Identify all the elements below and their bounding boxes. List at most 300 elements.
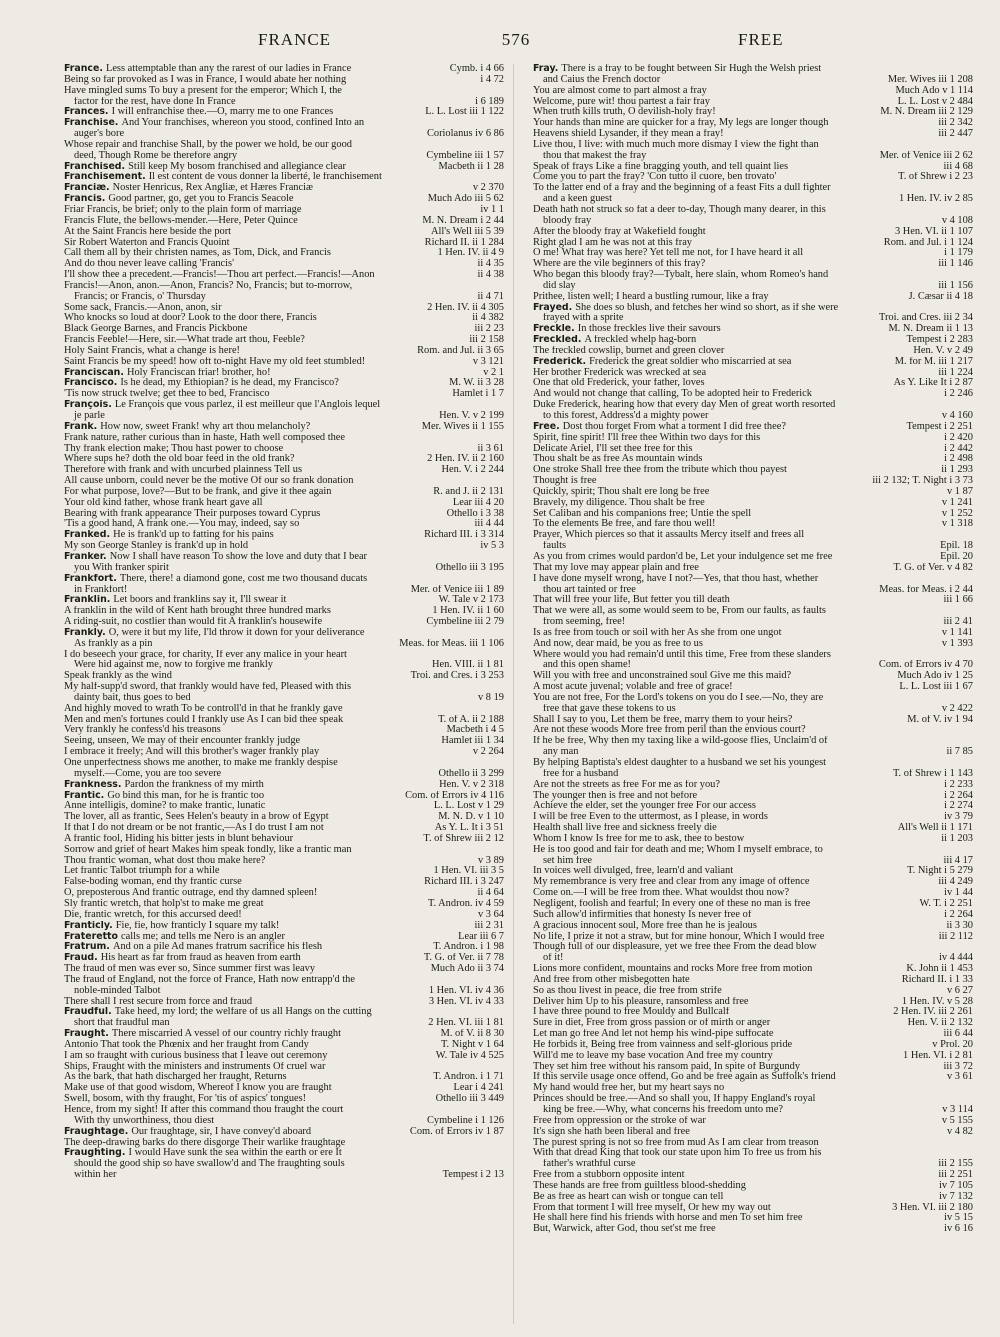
concordance-line	[533, 313, 973, 324]
concordance-line	[64, 118, 504, 129]
quotation-text: Where sups he? doth the old boar feed in the old frank?	[64, 454, 295, 465]
concordance-line	[533, 1018, 973, 1029]
concordance-line	[533, 1062, 973, 1073]
play-reference: T. Andron. iv 4 59	[424, 899, 504, 910]
quotation-text: Where are the vile beginners of this fray?	[533, 259, 706, 270]
quotation-text: Seeing, unseen, We may of their encounter frankly judge	[64, 736, 301, 747]
concordance-line	[64, 151, 504, 162]
play-reference: Tempest i 2 283	[902, 335, 973, 346]
concordance-line	[533, 1007, 973, 1018]
quotation-text: Call them all by their christen names, as Tom, Dick, and Francis	[64, 248, 331, 259]
quotation-text: king be free.—Why, what concerns his freedom unto me?	[543, 1105, 783, 1115]
concordance-line	[64, 769, 504, 780]
concordance-line	[64, 693, 504, 704]
concordance-line	[533, 1127, 973, 1138]
concordance-line	[533, 118, 973, 129]
play-reference: K. John ii 1 453	[902, 964, 973, 975]
concordance-line	[64, 509, 504, 520]
headword: Frank.	[64, 421, 98, 432]
concordance-line	[64, 519, 504, 530]
quotation-text: Are not the streets as free For me as for you?	[533, 779, 720, 790]
quotation-text: O, preposterous And frantic outrage, end thy damned spleen!	[64, 888, 318, 899]
play-reference: Mer. of Venice iii 2 62	[876, 151, 973, 162]
concordance-line	[64, 1029, 504, 1040]
concordance-line	[64, 216, 504, 227]
play-reference: i 2 264	[940, 910, 973, 921]
headword: Frederick.	[533, 356, 587, 367]
quotation-text: Thou frantic woman, what dost thou make here?	[64, 855, 266, 866]
play-reference: Epil. 20	[936, 552, 973, 563]
play-reference: v 1 318	[938, 519, 973, 530]
concordance-line	[64, 498, 504, 509]
quotation-text: The purest spring is not so free from mud As I am clear from treason	[533, 1137, 819, 1148]
quotation-text: In voices well divulged, free, learn'd and valiant	[533, 866, 734, 877]
quotation-text: Being so far provoked as I was in France, I would abate her nothing	[64, 74, 347, 85]
quotation-text: Welcome, pure wit! thou partest a fair fray	[533, 96, 710, 107]
quotation-text: For what purpose, love?—But to be frank, and give it thee again	[64, 486, 332, 497]
concordance-line	[64, 248, 504, 259]
play-reference: iii 4 68	[940, 162, 973, 173]
headword: Franker.	[64, 551, 107, 562]
quotation-text: The younger then is free and not before	[533, 790, 698, 801]
concordance-line	[64, 682, 504, 693]
quotation-text: That my love may appear plain and free	[533, 562, 699, 573]
quotation-text: If this servile usage once offend, Go and be free again as Suffolk's friend	[533, 1072, 836, 1083]
play-reference: Meas. for Meas. iii 1 106	[395, 639, 504, 650]
concordance-line	[64, 541, 504, 552]
quotation-text: thou that makest the fray	[543, 150, 647, 161]
play-reference: T. G. of Ver. ii 7 78	[420, 953, 504, 964]
concordance-line	[64, 736, 504, 747]
quotation-text: Sure in diet, Free from gross passion or of mirth or anger	[533, 1018, 771, 1029]
quotation-text: and this open shame!	[543, 660, 632, 671]
play-reference: v 3 121	[469, 357, 504, 368]
play-reference: T. G. of Ver. v 4 82	[889, 563, 973, 574]
quotation-text: There, there! a diamond gone, cost me two thousand ducats	[119, 573, 368, 584]
play-reference: Othello iii 3 195	[432, 563, 504, 574]
concordance-line	[533, 877, 973, 888]
concordance-line	[64, 281, 504, 292]
play-reference: v 2 422	[938, 704, 973, 715]
concordance-line	[533, 866, 973, 877]
quotation-text: Were hid against me, now to forgive me frankly	[74, 660, 273, 671]
concordance-line	[64, 357, 504, 368]
quotation-text: within her	[74, 1170, 117, 1181]
play-reference: T. of A. ii 2 188	[434, 715, 504, 726]
concordance-line	[533, 303, 973, 314]
quotation-text: That will free your life, But fetter you till death	[533, 595, 730, 606]
play-reference: Hen. V. v 2 199	[435, 411, 504, 422]
concordance-line	[64, 932, 504, 943]
play-reference: 2 Hen. IV. ii 2 160	[423, 454, 504, 465]
play-reference: iv 7 132	[935, 1192, 973, 1203]
concordance-line	[533, 606, 973, 617]
headword: Fraudful.	[64, 1007, 112, 1018]
quotation-text: There is a fray to be fought between Sir Hugh the Welsh priest	[561, 64, 822, 74]
quotation-text: The fraud of England, not the force of France, Hath now entrapp'd the	[64, 974, 355, 985]
concordance-line	[533, 368, 973, 379]
quotation-text: short that fraudful man	[74, 1018, 170, 1029]
quotation-text: Shall I say to you, Let them be free, marry them to your heirs?	[533, 714, 793, 725]
play-reference: v 4 160	[938, 411, 973, 422]
play-reference: iii 1 66	[940, 595, 973, 606]
concordance-line	[64, 444, 504, 455]
quotation-text: False-boding woman, end thy frantic curse	[64, 877, 242, 888]
play-reference: iii 2 31	[471, 921, 504, 932]
play-reference: Othello i 3 38	[443, 509, 504, 520]
quotation-text: Health shall live free and sickness freely die	[533, 823, 717, 834]
concordance-line	[533, 433, 973, 444]
quotation-text: You are not free, For the Lord's tokens on you do I see.—No, they are	[533, 692, 824, 703]
quotation-text: From that torment I will free myself, Or hew my way out	[533, 1202, 771, 1213]
quotation-text: And do thou never leave calling 'Francis'	[64, 259, 234, 270]
concordance-line	[64, 812, 504, 823]
concordance-line	[64, 921, 504, 932]
concordance-line	[533, 205, 973, 216]
concordance-line	[64, 1094, 504, 1105]
play-reference: iii 4 44	[471, 519, 504, 530]
concordance-line	[533, 281, 973, 292]
play-reference: Mer. Wives iii 1 208	[884, 75, 973, 86]
play-reference: 1 Hen. IV. ii 4 9	[434, 248, 504, 259]
concordance-line	[64, 552, 504, 563]
play-reference: iii 1 146	[934, 259, 973, 270]
quotation-text: Francis Feeble!—Here, sir.—What trade art thou, Feeble?	[64, 335, 305, 346]
play-reference: iv 3 79	[940, 812, 973, 823]
headword: Fratrum.	[64, 942, 110, 953]
quotation-text: Princes should be free.—And so shall you, If happy England's royal	[533, 1094, 816, 1105]
quotation-text: A freckled whelp hag-born	[584, 335, 697, 346]
quotation-text: Anne intelligis, domine? to make frantic, lunatic	[64, 801, 266, 812]
concordance-line	[533, 563, 973, 574]
play-reference: iii 2 41	[940, 617, 973, 628]
play-reference: Com. of Errors iv 4 70	[875, 660, 973, 671]
play-reference: As Y. Like It i 2 87	[890, 378, 973, 389]
play-reference: All's Well ii 1 171	[894, 823, 973, 834]
quotation-text: Have mingled sums To buy a present for the emperor; Which I, the	[64, 85, 342, 96]
play-reference: iii 6 44	[940, 1029, 973, 1040]
headword: Freckled.	[533, 335, 582, 346]
quotation-text: Lions more confident, mountains and rocks More free from motion	[533, 964, 813, 975]
quotation-text: That we were all, as some would seem to be, From our faults, as faults	[533, 606, 826, 617]
play-reference: v 6 27	[943, 986, 973, 997]
concordance-line	[64, 433, 504, 444]
quotation-text: All cause unborn, could never be the motive Of our so frank donation	[64, 476, 354, 487]
quotation-text: Who knocks so loud at door? Look to the door there, Francis	[64, 313, 317, 324]
quotation-text: Prithee, listen well; I heard a bustling rumour, like a fray	[533, 291, 769, 302]
concordance-line	[533, 1192, 973, 1203]
headword: Franchisement.	[64, 172, 146, 183]
quotation-text: Bearing with frank appearance Their purposes toward Cyprus	[64, 508, 321, 519]
quotation-text: Take heed, my lord; the welfare of us all Hangs on the cutting	[114, 1007, 372, 1018]
concordance-line	[533, 693, 973, 704]
concordance-line	[64, 1148, 504, 1159]
quotation-text: Right glad I am he was not at this fray	[533, 237, 693, 248]
concordance-line	[533, 346, 973, 357]
concordance-line	[533, 75, 973, 86]
quotation-text: Good partner, go, get you to Francis Seacole	[108, 194, 294, 205]
concordance-line	[64, 1040, 504, 1051]
quotation-text: Go bind this man, for he is frantic too	[107, 790, 265, 801]
quotation-text: It's sign she hath been liberal and free	[533, 1126, 690, 1137]
quotation-text: in Frankfort!	[74, 584, 128, 595]
concordance-line	[533, 942, 973, 953]
quotation-text: Negligent, foolish and fearful; In every one of these no man is free	[533, 898, 811, 909]
concordance-line	[533, 64, 973, 75]
play-reference: Cymbeline iii 2 79	[422, 617, 504, 628]
play-reference: Othello iii 3 449	[432, 1094, 504, 1105]
header-left-keyword: FRANCE	[258, 30, 332, 49]
quotation-text: Friar Francis, be brief; only to the plain form of marriage	[64, 204, 302, 215]
play-reference: W. Tale iv 4 525	[432, 1051, 504, 1062]
play-reference: Com. of Errors iv 1 87	[406, 1127, 504, 1138]
concordance-line	[64, 888, 504, 899]
concordance-line	[533, 487, 973, 498]
play-reference: iii 2 112	[935, 932, 973, 943]
quotation-text: And now, dear maid, be you as free to us	[533, 638, 703, 649]
concordance-line	[64, 834, 504, 845]
quotation-text: With thy unworthiness, thou diest	[74, 1115, 215, 1126]
play-reference: iii 2 447	[934, 129, 973, 140]
play-reference: Macbeth i 4 5	[443, 725, 504, 736]
quotation-text: If that I do not dream or be not frantic,—As I do trust I am not	[64, 823, 324, 834]
quotation-text: Is he dead, my Ethiopian? is he dead, my Francisco?	[120, 378, 339, 389]
quotation-text: By helping Baptista's eldest daughter to a husband we set his youngest	[533, 758, 827, 768]
concordance-line	[64, 194, 504, 205]
play-reference: 1 Hen. VI. i 2 81	[899, 1051, 973, 1062]
concordance-line	[64, 75, 504, 86]
quotation-text: set him free	[543, 855, 593, 866]
quotation-text: Let boors and franklins say it, I'll swear it	[113, 595, 287, 606]
play-reference: Hen. V. ii 2 132	[904, 1018, 973, 1029]
concordance-line	[533, 1224, 973, 1235]
play-reference: L. L. Lost iii 1 67	[895, 682, 973, 693]
quotation-text: 'Tis now struck twelve; get thee to bed, Francisco	[64, 389, 270, 400]
quotation-text: Such allow'd infirmities that honesty Is never free of	[533, 909, 752, 920]
quotation-text: Frederick the great soldier who miscarried at sea	[589, 356, 792, 367]
quotation-text: Will'd me to leave my base vocation And free my country	[533, 1050, 773, 1061]
headword: Free.	[533, 421, 560, 432]
concordance-line	[64, 1051, 504, 1062]
play-reference: Meas. for Meas. i 2 44	[875, 585, 973, 596]
quotation-text: Will you with free and unconstrained soul Give me this maid?	[533, 671, 792, 682]
play-reference: Lear iii 6 7	[454, 932, 504, 943]
play-reference: iii 2 132; T. Night i 3 73	[868, 476, 973, 487]
quotation-text: After the bloody fray at Wakefield fought	[533, 226, 706, 237]
quotation-text: A frantic fool, Hiding his bitter jests in blunt behaviour	[64, 833, 294, 844]
concordance-line	[64, 1072, 504, 1083]
concordance-line	[533, 639, 973, 650]
play-reference: M. N. Dream ii 1 13	[884, 324, 973, 335]
quotation-text: free that gave these tokens to us	[543, 703, 676, 714]
quotation-text: Swell, bosom, with thy fraught, For 'tis of aspics' tongues!	[64, 1094, 307, 1105]
quotation-text: Achieve the elder, set the younger free For our access	[533, 801, 756, 812]
quotation-text: Still keep My bosom franchised and allegiance clear	[128, 161, 346, 172]
concordance-line	[64, 400, 504, 411]
column-divider	[513, 64, 514, 1324]
play-reference: 3 Hen. VI. ii 1 107	[891, 227, 973, 238]
play-reference: Tempest i 2 251	[902, 422, 973, 433]
concordance-line	[64, 953, 504, 964]
headword: Fraud.	[64, 953, 98, 964]
concordance-line	[533, 769, 973, 780]
concordance-line	[64, 628, 504, 639]
quotation-text: deed, Though Rome be therefore angry	[74, 150, 238, 161]
play-reference: v 3 114	[938, 1105, 973, 1116]
header-right-keyword: FREE	[738, 30, 784, 49]
concordance-line	[64, 563, 504, 574]
concordance-line	[64, 606, 504, 617]
quotation-text: faults	[543, 541, 567, 552]
quotation-text: His heart as far from fraud as heaven from earth	[100, 953, 301, 964]
play-reference: ii 3 61	[473, 444, 504, 455]
quotation-text: Black George Barnes, and Francis Pickbone	[64, 324, 248, 335]
concordance-line	[533, 400, 973, 411]
headword: Fraughtage.	[64, 1126, 129, 1137]
quotation-text: As frankly as a pin	[74, 638, 153, 649]
quotation-text: Very frankly he confess'd his treasons	[64, 725, 221, 736]
play-reference: iii 2 155	[934, 1159, 973, 1170]
quotation-text: She does so blush, and fetches her wind so short, as if she were	[575, 302, 839, 313]
headword: Franciæ.	[64, 183, 110, 194]
quotation-text: I have done myself wrong, have I not?—Yes, that thou hast, whether	[533, 573, 819, 584]
concordance-line	[64, 1083, 504, 1094]
quotation-text: So as thou livest in peace, die free from strife	[533, 985, 722, 996]
play-reference: v 4 82	[943, 1127, 973, 1138]
concordance-line	[533, 856, 973, 867]
concordance-line	[533, 823, 973, 834]
play-reference: Hen. V. i 2 244	[437, 465, 504, 476]
play-reference: ii 1 203	[937, 834, 973, 845]
concordance-line	[64, 465, 504, 476]
quotation-text: Francis!—Anon, anon.—Anon, Francis? No, Francis; but to-morrow,	[64, 280, 353, 291]
quotation-text: I embrace it freely; And will this brother's wager frankly play	[64, 747, 320, 758]
headword: Frankfort.	[64, 573, 117, 584]
play-reference: M. of V. iv 1 94	[903, 715, 973, 726]
concordance-line	[64, 585, 504, 596]
play-reference: Troi. and Cres. i 3 253	[407, 671, 504, 682]
quotation-text: did slay	[543, 280, 576, 291]
play-reference: ii 3 30	[942, 921, 973, 932]
concordance-line	[64, 986, 504, 997]
play-reference: v 5 155	[938, 1116, 973, 1127]
quotation-text: I am so fraught with curious business that I leave out ceremony	[64, 1050, 328, 1061]
concordance-line	[533, 411, 973, 422]
concordance-line	[64, 292, 504, 303]
quotation-text: Deliver him Up to his pleasure, ransomless and free	[533, 996, 749, 1007]
quotation-text: should the good ship so have swallow'd and The fraughting souls	[74, 1159, 345, 1170]
concordance-line	[533, 628, 973, 639]
play-reference: iv 1 1	[476, 205, 504, 216]
concordance-line	[533, 595, 973, 606]
concordance-line	[533, 324, 973, 335]
concordance-line	[64, 476, 504, 487]
headword: Frantic.	[64, 790, 105, 801]
quotation-text: Fie, fie, how franticly I square my talk!	[115, 920, 280, 931]
quotation-text: Let frantic Talbot triumph for a while	[64, 866, 220, 877]
play-reference: 1 Hen. VI. iii 3 5	[429, 866, 504, 877]
concordance-line	[64, 411, 504, 422]
quotation-text: Noster Henricus, Rex Angliæ, et Hæres Franciæ	[112, 183, 313, 194]
concordance-line	[64, 1159, 504, 1170]
concordance-line	[64, 1018, 504, 1029]
quotation-text: He forbids it, Being free from vainness and self-glorious pride	[533, 1039, 793, 1050]
concordance-line	[64, 1170, 504, 1181]
quotation-text: I do beseech your grace, for charity, If ever any malice in your heart	[64, 649, 347, 660]
concordance-line	[533, 107, 973, 118]
concordance-line	[533, 248, 973, 259]
concordance-line	[64, 227, 504, 238]
headword: Franchise.	[64, 118, 119, 129]
concordance-line	[64, 1138, 504, 1149]
concordance-line	[64, 97, 504, 108]
concordance-line	[64, 964, 504, 975]
concordance-line	[64, 205, 504, 216]
quotation-text: Il est content de vous donner la liberté, le franchisement	[148, 172, 382, 183]
quotation-text: Duke Frederick, hearing how that every day Men of great worth resorted	[533, 400, 836, 411]
play-reference: T. of Shrew i 2 23	[894, 172, 973, 183]
concordance-line	[64, 574, 504, 585]
play-reference: L. L. Lost v 1 29	[430, 801, 504, 812]
quotation-text: And on a pile Ad manes fratrum sacrifice his flesh	[112, 942, 323, 953]
concordance-line	[64, 378, 504, 389]
play-reference: iii 1 156	[934, 281, 973, 292]
quotation-text: Spirit, fine spirit! I'll free thee Within two days for this	[533, 432, 761, 443]
quotation-text: A most acute juvenal; volable and free of grace!	[533, 682, 733, 693]
play-reference: v 3 64	[474, 910, 504, 921]
quotation-text: O, were it but my life, I'ld throw it down for your deliverance	[108, 627, 365, 638]
quotation-text: Sir Robert Waterton and Francis Quoint	[64, 237, 230, 248]
concordance-line	[64, 1105, 504, 1116]
play-reference: 2 Hen. IV. iii 2 261	[889, 1007, 973, 1018]
headword: Frances.	[64, 107, 109, 118]
play-reference: ii 1 293	[937, 465, 973, 476]
quotation-text: They set him free without his ransom paid, In spite of Burgundy	[533, 1061, 801, 1072]
play-reference: iv 7 105	[935, 1181, 973, 1192]
concordance-line	[533, 1116, 973, 1127]
play-reference: Hen. V. v 2 49	[909, 346, 973, 357]
concordance-line	[64, 650, 504, 661]
concordance-line	[64, 791, 504, 802]
concordance-line	[533, 162, 973, 173]
play-reference: Cymb. i 4 66	[446, 64, 504, 75]
concordance-line	[533, 1105, 973, 1116]
quotation-text: Francis; or Francis, o' Thursday	[74, 291, 206, 302]
concordance-line	[533, 932, 973, 943]
concordance-line	[533, 617, 973, 628]
concordance-line	[533, 899, 973, 910]
play-reference: Epil. 18	[936, 541, 973, 552]
concordance-line	[533, 552, 973, 563]
concordance-line	[533, 1203, 973, 1214]
play-reference: Rom. and Jul. ii 3 65	[413, 346, 504, 357]
headword: Franciscan.	[64, 367, 124, 378]
quotation-text: The freckled cowslip, burnet and green clover	[533, 345, 725, 356]
quotation-text: Our fraughtage, sir, I have convey'd aboard	[131, 1126, 312, 1137]
play-reference: iii 1 224	[934, 368, 973, 379]
play-reference: 2 Hen. IV. ii 4 305	[423, 303, 504, 314]
concordance-line	[533, 888, 973, 899]
concordance-line	[64, 866, 504, 877]
quotation-text: My son George Stanley is frank'd up in hold	[64, 541, 249, 552]
concordance-line	[533, 465, 973, 476]
headword: Frankness.	[64, 779, 122, 790]
concordance-line	[64, 64, 504, 75]
quotation-text: Some sack, Francis.—Anon, anon, sir	[64, 302, 222, 313]
quotation-text: Bravely, my diligence. Thou shalt be free	[533, 497, 705, 508]
quotation-text: Whom I know Is free for me to ask, thee to bestow	[533, 833, 745, 844]
concordance-line	[533, 1083, 973, 1094]
